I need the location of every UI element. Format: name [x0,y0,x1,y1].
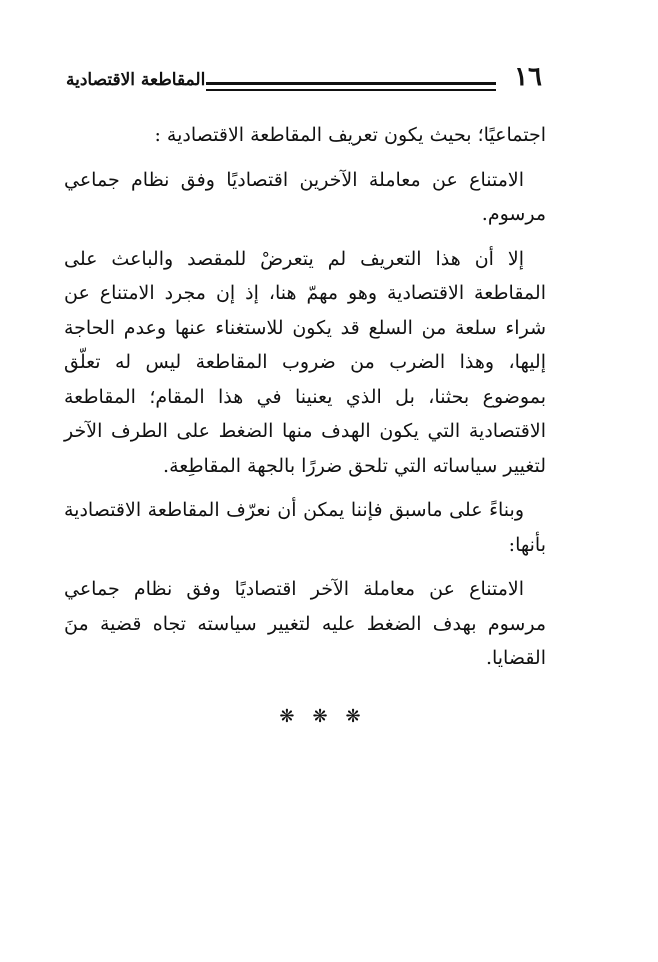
page-number: ١٦ [514,62,542,92]
paragraph-definition-2: الامتناع عن معاملة الآخر اقتصاديًا وفق نظام جماعي مرسوم بهدف الضغط عليه لتغيير سياسته تجاه قضية منَ القضايا. [64,578,546,669]
paragraph-discussion: إلا أن هذا التعريف لم يتعرضْ للمقصد والباعث على المقاطعة الاقتصادية وهو مهمّ هنا، إذ إن مجرد الامتناع عن شراء سلعة من السلع قد يكون للاستغناء عنها وعدم الحاجة إليها، وهذا الضرب من ضروب المقاطعة ليس له تعلّق بموضوع بحثنا، بل الذي يعنينا في هذا المقام؛ المقاطعة الاقتصادية التي يكون الهدف منها الضغط على الطرف الآخر لتغيير سياساته التي تلحق ضررًا بالجهة المقاطِعة. [64,247,546,477]
header-rule [206,82,496,91]
paragraph-definition-1: الامتناع عن معاملة الآخرين اقتصاديًا وفق نظام جماعي مرسوم. [64,168,546,225]
page-body [64,118,546,676]
running-title: المقاطعة الاقتصادية [66,70,206,90]
paragraph-lead-in: وبناءً على ماسبق فإننا يمكن أن نعرّف المقاطعة الاقتصادية بأنها: [64,499,546,556]
section-ornament: ❋❋❋ [279,706,379,727]
page-header [66,62,542,102]
paragraph-intro: اجتماعيًا؛ بحيث يكون تعريف المقاطعة الاقتصادية : [154,124,546,146]
